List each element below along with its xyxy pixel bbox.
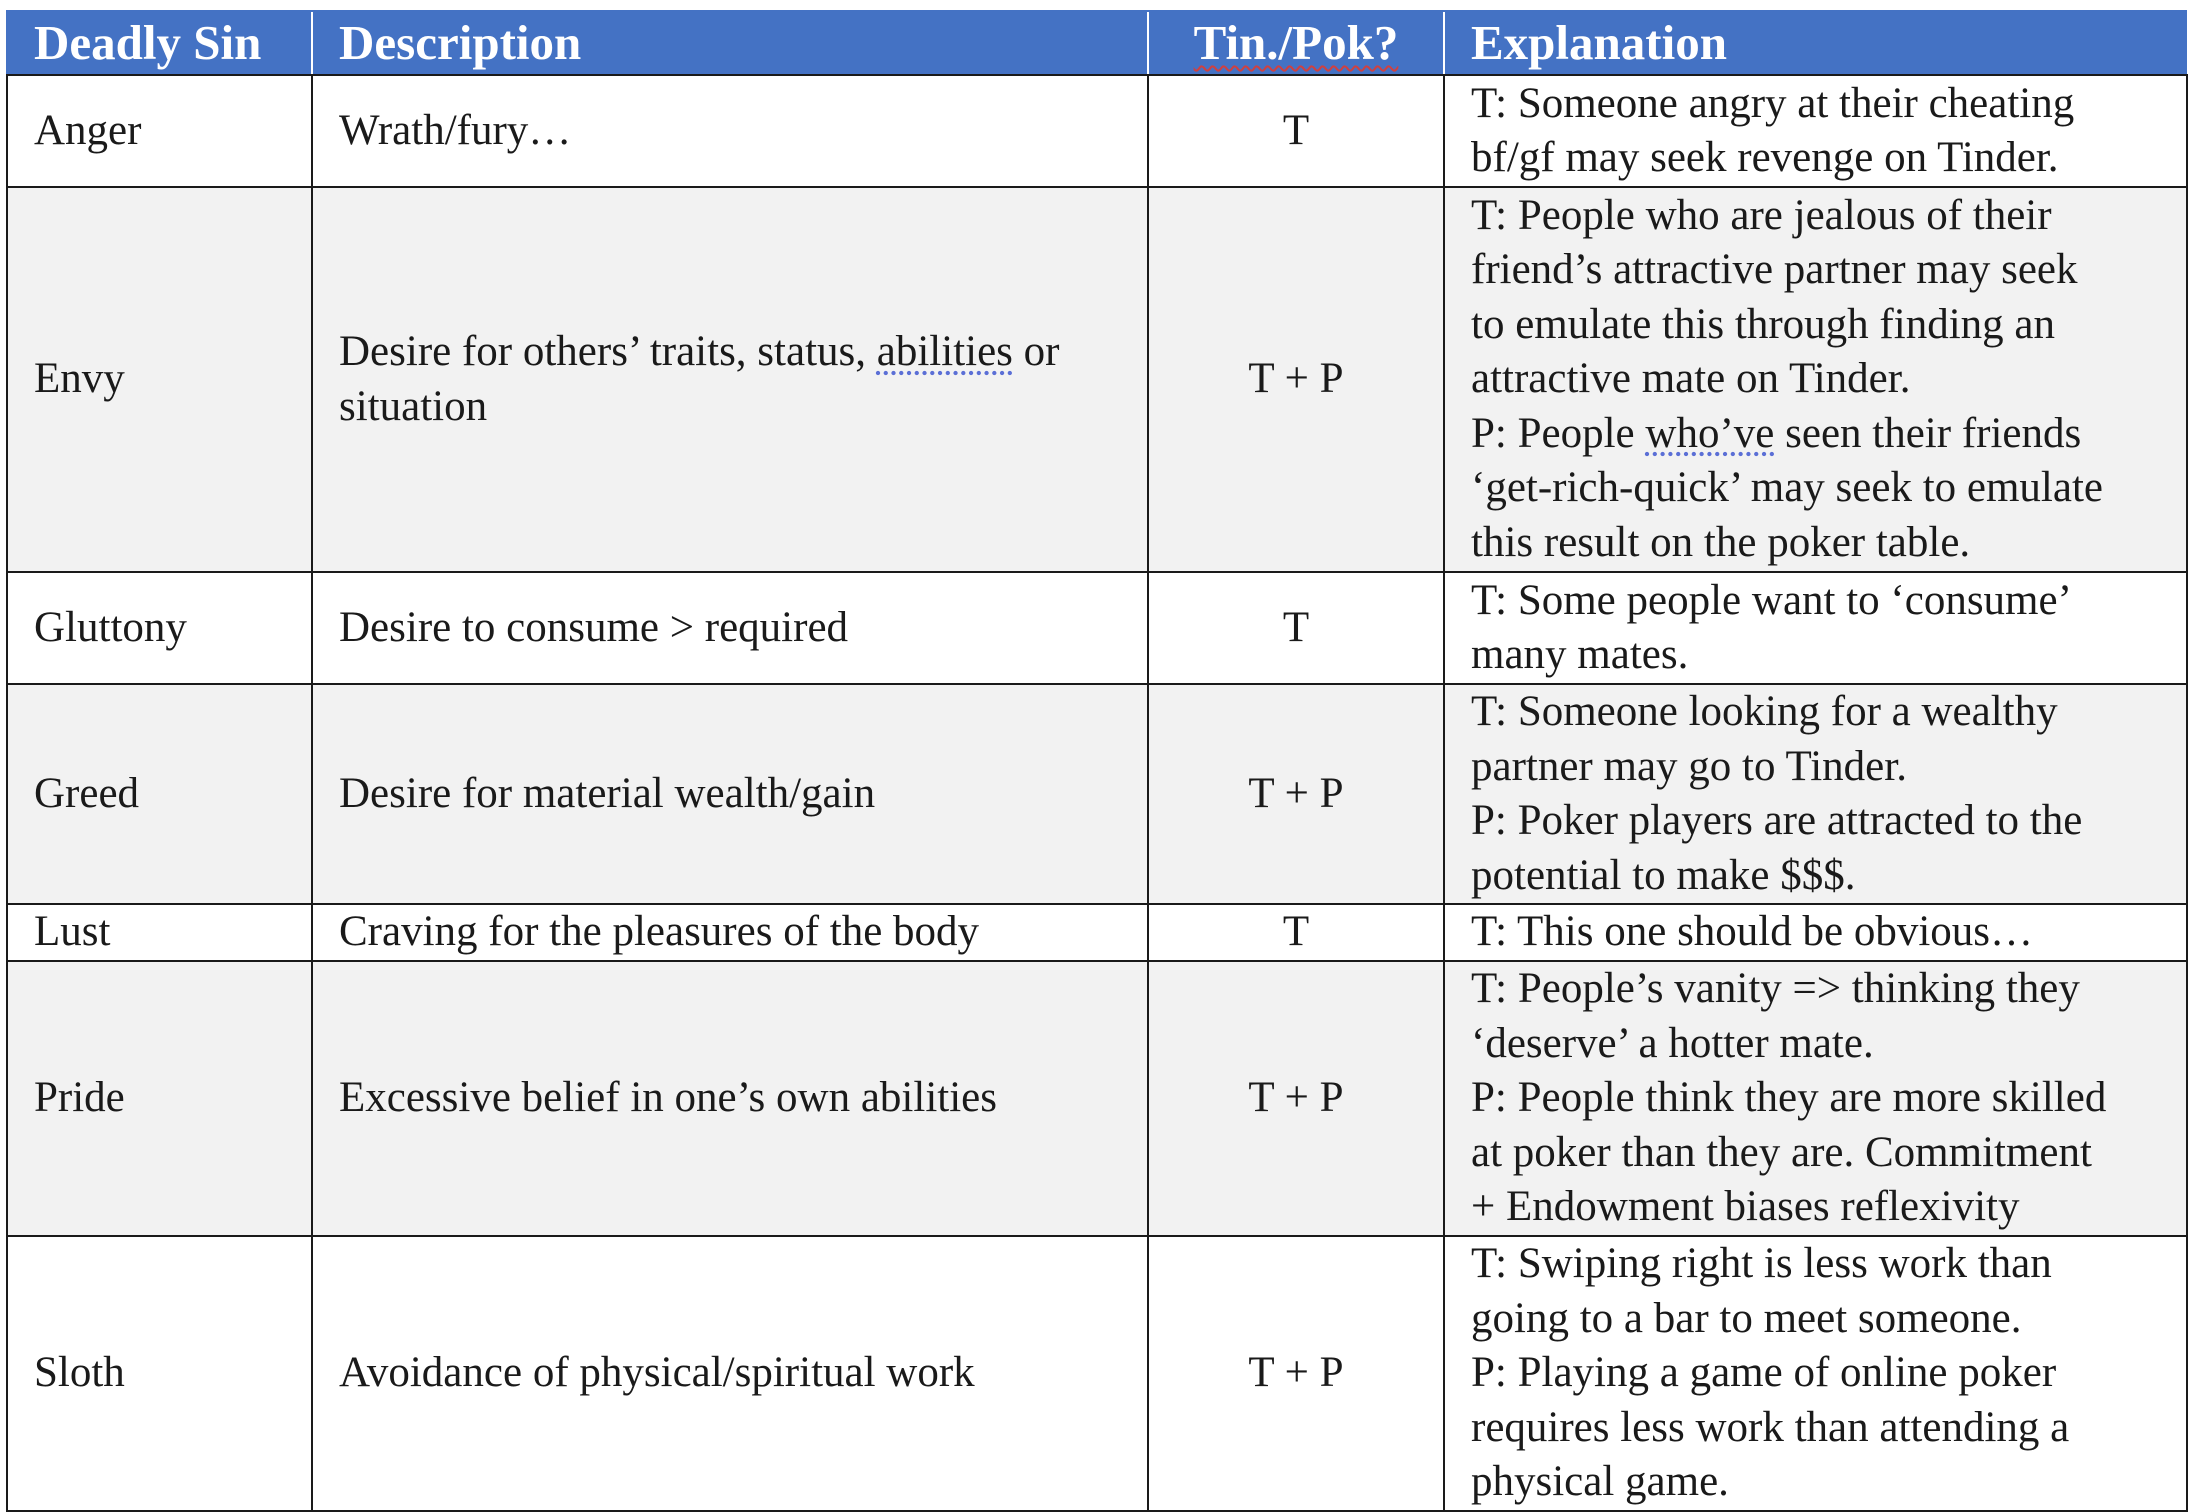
explanation-line: friend’s attractive partner may seek — [1471, 246, 2078, 294]
explanation-line: physical game. — [1471, 1458, 1729, 1506]
table-row — [7, 1236, 2187, 1511]
description-cell — [312, 187, 1148, 572]
explanation-line: T: Someone looking for a wealthy — [1471, 688, 2058, 735]
explanation-cell — [1444, 961, 2187, 1236]
description-cell: Wrath/fury… — [312, 75, 1148, 187]
description-cell: Craving for the pleasures of the body — [312, 904, 1148, 961]
sin-cell: Envy — [7, 187, 312, 572]
description-cell: Avoidance of physical/spiritual work — [312, 1236, 1148, 1511]
sin-cell: Lust — [7, 904, 312, 961]
explanation-line — [1471, 407, 2166, 462]
explanation-cell — [1444, 684, 2187, 904]
table-row — [7, 904, 2187, 961]
sin-cell: Pride — [7, 961, 312, 1236]
description-cell: Excessive belief in one’s own abilities — [312, 961, 1148, 1236]
explanation-text: P: People — [1471, 409, 1646, 457]
explanation-line: T: Some people want to ‘consume’ — [1471, 576, 2072, 624]
tin-pok-cell: T + P — [1148, 961, 1444, 1236]
tin-pok-cell: T — [1148, 572, 1444, 684]
explanation-line: bf/gf may seek revenge on Tinder. — [1471, 134, 2059, 181]
explanation-cell — [1444, 1236, 2187, 1511]
explanation-line: ‘get-rich-quick’ may seek to emulate — [1471, 464, 2103, 512]
explanation-cell — [1444, 187, 2187, 572]
tin-pok-cell: T — [1148, 904, 1444, 961]
description-line — [339, 325, 1121, 380]
explanation-line: T: Someone angry at their cheating — [1471, 79, 2075, 127]
description-text-flagged: abilities — [876, 328, 1013, 375]
description-cell: Desire to consume > required — [312, 572, 1148, 684]
sin-cell: Anger — [7, 75, 312, 187]
table-row — [7, 961, 2187, 1236]
explanation-line: T: People’s vanity => thinking they — [1471, 965, 2080, 1013]
explanation-line: P: Playing a game of online poker — [1471, 1349, 2057, 1397]
header-description: Description — [312, 11, 1148, 75]
description-text: or — [1012, 328, 1060, 375]
explanation-line: requires less work than attending a — [1471, 1403, 2070, 1451]
explanation-cell — [1444, 572, 2187, 684]
explanation-line: T: Swiping right is less work than — [1471, 1240, 2052, 1288]
description-cell: Desire for material wealth/gain — [312, 684, 1148, 904]
table-row — [7, 187, 2187, 572]
tin-pok-cell: T — [1148, 75, 1444, 187]
explanation-line: P: Poker players are attracted to the — [1471, 797, 2083, 844]
explanation-line: ‘deserve’ a hotter mate. — [1471, 1019, 1874, 1067]
sin-cell: Gluttony — [7, 572, 312, 684]
explanation-cell — [1444, 904, 2187, 961]
table-row — [7, 75, 2187, 187]
explanation-line: partner may go to Tinder. — [1471, 742, 1907, 790]
explanation-line: T: People who are jealous of their — [1471, 191, 2052, 239]
header-explanation: Explanation — [1444, 11, 2187, 75]
deadly-sins-table — [6, 10, 2188, 1512]
explanation-line: this result on the poker table. — [1471, 518, 1971, 566]
header-deadly-sin: Deadly Sin — [7, 11, 312, 75]
sin-cell: Greed — [7, 684, 312, 904]
explanation-line: attractive mate on Tinder. — [1471, 355, 1911, 403]
explanation-text: seen their friends — [1774, 409, 2082, 457]
description-text: Desire for others’ traits, status, — [339, 328, 877, 375]
tin-pok-cell: T + P — [1148, 1236, 1444, 1511]
explanation-line: T: This one should be obvious… — [1471, 908, 2034, 956]
table-row — [7, 572, 2187, 684]
explanation-line: potential to make $$$. — [1471, 851, 1856, 899]
header-tin-pok — [1148, 11, 1444, 75]
explanation-text-flagged: who’ve — [1645, 409, 1775, 457]
explanation-line: to emulate this through finding an — [1471, 300, 2055, 348]
header-tin-pok-text: Tin./Pok? — [1193, 15, 1399, 70]
explanation-line: at poker than they are. Commitment — [1471, 1128, 2092, 1176]
explanation-cell — [1444, 75, 2187, 187]
description-line: situation — [339, 382, 488, 430]
explanation-line: going to a bar to meet someone. — [1471, 1294, 2022, 1342]
table-row — [7, 684, 2187, 904]
explanation-line: P: People think they are more skilled — [1471, 1074, 2107, 1122]
header-row — [7, 11, 2187, 75]
sin-cell: Sloth — [7, 1236, 312, 1511]
explanation-line: many mates. — [1471, 631, 1689, 678]
tin-pok-cell: T + P — [1148, 187, 1444, 572]
explanation-line: + Endowment biases reflexivity — [1471, 1183, 2020, 1231]
tin-pok-cell: T + P — [1148, 684, 1444, 904]
